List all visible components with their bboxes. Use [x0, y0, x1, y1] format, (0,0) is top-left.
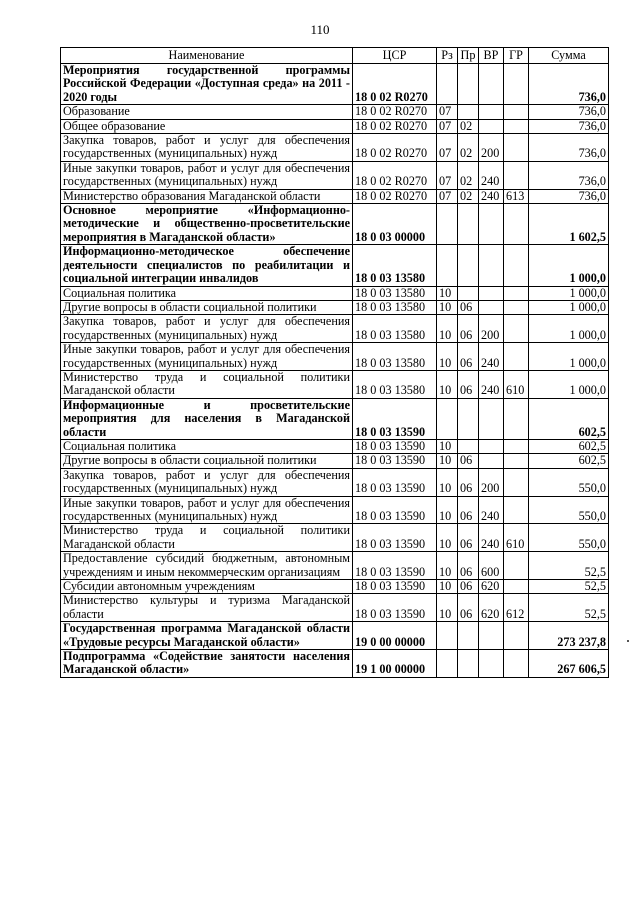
row-pr: 06 [458, 468, 479, 496]
row-pr: 06 [458, 343, 479, 371]
row-vr [479, 119, 504, 133]
row-sum: 1 000,0 [529, 245, 609, 286]
header-name: Наименование [61, 48, 353, 64]
row-vr: 620 [479, 580, 504, 594]
row-gr [504, 650, 529, 678]
row-csr: 18 0 03 13590 [353, 496, 437, 524]
row-sum: 1 000,0 [529, 315, 609, 343]
row-name: Иные закупки товаров, работ и услуг для обеспечения государственных (муниципальных) нужд [61, 343, 353, 371]
row-csr: 18 0 02 R0270 [353, 64, 437, 105]
row-gr [504, 119, 529, 133]
row-pr: 02 [458, 189, 479, 203]
row-gr [504, 286, 529, 300]
row-vr [479, 439, 504, 453]
row-pr: 02 [458, 161, 479, 189]
table-row [61, 468, 609, 496]
row-name: Информационно-методическое обеспечение деятельности специалистов по реабилитации и социальной интеграции инвалидов [61, 245, 353, 286]
table-row [61, 245, 609, 286]
row-csr: 18 0 03 13590 [353, 580, 437, 594]
row-sum: 52,5 [529, 552, 609, 580]
row-sum: 267 606,5 [529, 650, 609, 678]
row-rz: 10 [437, 580, 458, 594]
row-rz [437, 204, 458, 245]
budget-table [60, 47, 609, 678]
row-pr: 06 [458, 300, 479, 314]
row-rz: 07 [437, 189, 458, 203]
table-row [61, 64, 609, 105]
row-pr: 06 [458, 552, 479, 580]
row-gr [504, 343, 529, 371]
header-vr: ВР [479, 48, 504, 64]
row-csr: 18 0 03 13590 [353, 524, 437, 552]
row-sum: 736,0 [529, 189, 609, 203]
row-rz: 10 [437, 524, 458, 552]
row-sum: 550,0 [529, 524, 609, 552]
row-csr: 18 0 03 13580 [353, 370, 437, 398]
row-gr: 613 [504, 189, 529, 203]
row-vr: 240 [479, 496, 504, 524]
row-rz: 10 [437, 315, 458, 343]
page-number: 110 [310, 22, 330, 37]
row-vr: 600 [479, 552, 504, 580]
row-pr: 06 [458, 496, 479, 524]
row-name: Образование [61, 105, 353, 119]
row-gr [504, 439, 529, 453]
table-row [61, 580, 609, 594]
row-sum: 1 000,0 [529, 286, 609, 300]
row-pr [458, 286, 479, 300]
table-row [61, 134, 609, 162]
row-gr: 612 [504, 594, 529, 622]
row-name: Закупка товаров, работ и услуг для обеспечения государственных (муниципальных) нужд [61, 134, 353, 162]
table-row [61, 105, 609, 119]
table-row [61, 119, 609, 133]
row-gr [504, 496, 529, 524]
row-rz: 07 [437, 119, 458, 133]
row-csr: 18 0 03 13590 [353, 594, 437, 622]
table-row [61, 204, 609, 245]
row-vr [479, 454, 504, 468]
row-sum: 736,0 [529, 134, 609, 162]
row-sum: 1 000,0 [529, 300, 609, 314]
row-rz: 10 [437, 594, 458, 622]
row-vr [479, 398, 504, 439]
row-name: Министерство образования Магаданской области [61, 189, 353, 203]
row-vr: 240 [479, 343, 504, 371]
row-gr [504, 580, 529, 594]
row-csr: 18 0 03 13580 [353, 300, 437, 314]
row-name: Основное мероприятие «Информационно-методические и общественно-просветительские мероприятия в Магаданской области» [61, 204, 353, 245]
row-vr [479, 650, 504, 678]
row-csr: 18 0 03 13580 [353, 245, 437, 286]
table-row [61, 496, 609, 524]
row-name: Закупка товаров, работ и услуг для обеспечения государственных (муниципальных) нужд [61, 468, 353, 496]
row-pr: 02 [458, 119, 479, 133]
row-name: Мероприятия государственной программы Российской Федерации «Доступная среда» на 2011 - 2020 годы [61, 64, 353, 105]
row-sum: 550,0 [529, 496, 609, 524]
row-name: Другие вопросы в области социальной политики [61, 454, 353, 468]
row-gr [504, 398, 529, 439]
row-gr: 610 [504, 524, 529, 552]
row-vr: 200 [479, 315, 504, 343]
row-rz [437, 650, 458, 678]
row-csr: 18 0 02 R0270 [353, 105, 437, 119]
row-rz: 07 [437, 134, 458, 162]
scan-speck [627, 640, 629, 642]
row-name: Другие вопросы в области социальной политики [61, 300, 353, 314]
table-row [61, 552, 609, 580]
row-gr [504, 245, 529, 286]
table-row [61, 594, 609, 622]
row-vr: 240 [479, 161, 504, 189]
row-rz: 10 [437, 496, 458, 524]
row-sum: 736,0 [529, 119, 609, 133]
row-sum: 1 000,0 [529, 343, 609, 371]
row-csr: 18 0 02 R0270 [353, 134, 437, 162]
row-vr [479, 204, 504, 245]
row-sum: 602,5 [529, 439, 609, 453]
row-name: Иные закупки товаров, работ и услуг для обеспечения государственных (муниципальных) нужд [61, 161, 353, 189]
row-csr: 18 0 03 13590 [353, 439, 437, 453]
row-csr: 18 0 02 R0270 [353, 189, 437, 203]
row-gr [504, 204, 529, 245]
row-pr: 06 [458, 454, 479, 468]
row-gr [504, 105, 529, 119]
row-gr: 610 [504, 370, 529, 398]
row-sum: 52,5 [529, 594, 609, 622]
row-name: Иные закупки товаров, работ и услуг для обеспечения государственных (муниципальных) нужд [61, 496, 353, 524]
row-rz: 10 [437, 552, 458, 580]
table-row [61, 439, 609, 453]
table-row [61, 286, 609, 300]
header-rz: Рз [437, 48, 458, 64]
row-rz [437, 622, 458, 650]
row-gr [504, 622, 529, 650]
row-csr: 18 0 02 R0270 [353, 119, 437, 133]
table-row [61, 524, 609, 552]
header-gr: ГР [504, 48, 529, 64]
row-vr: 240 [479, 370, 504, 398]
row-gr [504, 552, 529, 580]
table-row [61, 398, 609, 439]
table-row [61, 650, 609, 678]
row-rz: 10 [437, 286, 458, 300]
row-csr: 19 1 00 00000 [353, 650, 437, 678]
row-csr: 18 0 03 13580 [353, 315, 437, 343]
row-vr [479, 622, 504, 650]
row-pr: 02 [458, 134, 479, 162]
row-gr [504, 300, 529, 314]
table-row [61, 189, 609, 203]
row-name: Субсидии автономным учреждениям [61, 580, 353, 594]
row-gr [504, 315, 529, 343]
row-name: Подпрограмма «Содействие занятости населения Магаданской области» [61, 650, 353, 678]
row-sum: 273 237,8 [529, 622, 609, 650]
row-gr [504, 454, 529, 468]
row-name: Закупка товаров, работ и услуг для обеспечения государственных (муниципальных) нужд [61, 315, 353, 343]
table-row [61, 343, 609, 371]
row-rz: 10 [437, 370, 458, 398]
row-sum: 736,0 [529, 161, 609, 189]
row-rz: 10 [437, 343, 458, 371]
row-csr: 18 0 03 13580 [353, 343, 437, 371]
row-vr: 240 [479, 524, 504, 552]
row-name: Министерство труда и социальной политики Магаданской области [61, 370, 353, 398]
row-gr [504, 134, 529, 162]
table-row [61, 315, 609, 343]
row-vr [479, 64, 504, 105]
row-rz: 10 [437, 468, 458, 496]
row-sum: 52,5 [529, 580, 609, 594]
row-csr: 18 0 03 13580 [353, 286, 437, 300]
row-rz: 10 [437, 439, 458, 453]
row-vr [479, 105, 504, 119]
table-body [61, 64, 609, 678]
row-gr [504, 468, 529, 496]
row-vr: 200 [479, 134, 504, 162]
row-name: Социальная политика [61, 286, 353, 300]
row-vr [479, 286, 504, 300]
row-sum: 736,0 [529, 64, 609, 105]
row-gr [504, 161, 529, 189]
row-pr: 06 [458, 594, 479, 622]
row-csr: 18 0 03 13590 [353, 398, 437, 439]
row-rz [437, 245, 458, 286]
row-sum: 602,5 [529, 454, 609, 468]
row-sum: 1 602,5 [529, 204, 609, 245]
row-rz: 07 [437, 161, 458, 189]
row-gr [504, 64, 529, 105]
row-sum: 736,0 [529, 105, 609, 119]
row-vr [479, 245, 504, 286]
row-csr: 18 0 02 R0270 [353, 161, 437, 189]
row-csr: 18 0 03 13590 [353, 552, 437, 580]
row-pr: 06 [458, 524, 479, 552]
table-row [61, 300, 609, 314]
row-csr: 18 0 03 13590 [353, 454, 437, 468]
row-pr: 06 [458, 580, 479, 594]
header-csr: ЦСР [353, 48, 437, 64]
row-pr: 06 [458, 370, 479, 398]
table-row [61, 622, 609, 650]
row-pr [458, 650, 479, 678]
row-rz: 10 [437, 300, 458, 314]
row-name: Государственная программа Магаданской области «Трудовые ресурсы Магаданской области» [61, 622, 353, 650]
row-name: Социальная политика [61, 439, 353, 453]
row-name: Министерство культуры и туризма Магаданской области [61, 594, 353, 622]
row-csr: 18 0 03 00000 [353, 204, 437, 245]
row-sum: 1 000,0 [529, 370, 609, 398]
header-sum: Сумма [529, 48, 609, 64]
row-pr: 06 [458, 315, 479, 343]
row-pr [458, 105, 479, 119]
table-header-row [61, 48, 609, 64]
row-pr [458, 622, 479, 650]
header-pr: Пр [458, 48, 479, 64]
row-pr [458, 204, 479, 245]
table-row [61, 161, 609, 189]
row-name: Министерство труда и социальной политики Магаданской области [61, 524, 353, 552]
row-vr: 620 [479, 594, 504, 622]
row-sum: 602,5 [529, 398, 609, 439]
row-csr: 18 0 03 13590 [353, 468, 437, 496]
row-sum: 550,0 [529, 468, 609, 496]
table-row [61, 370, 609, 398]
row-pr [458, 64, 479, 105]
row-name: Информационные и просветительские мероприятия для населения в Магаданской области [61, 398, 353, 439]
row-pr [458, 398, 479, 439]
row-rz: 07 [437, 105, 458, 119]
row-rz [437, 64, 458, 105]
row-vr [479, 300, 504, 314]
row-vr: 240 [479, 189, 504, 203]
row-vr: 200 [479, 468, 504, 496]
row-name: Предоставление субсидий бюджетным, автономным учреждениям и иным некоммерческим организациям [61, 552, 353, 580]
row-name: Общее образование [61, 119, 353, 133]
row-rz [437, 398, 458, 439]
row-pr [458, 439, 479, 453]
table-row [61, 454, 609, 468]
row-pr [458, 245, 479, 286]
row-csr: 19 0 00 00000 [353, 622, 437, 650]
row-rz: 10 [437, 454, 458, 468]
